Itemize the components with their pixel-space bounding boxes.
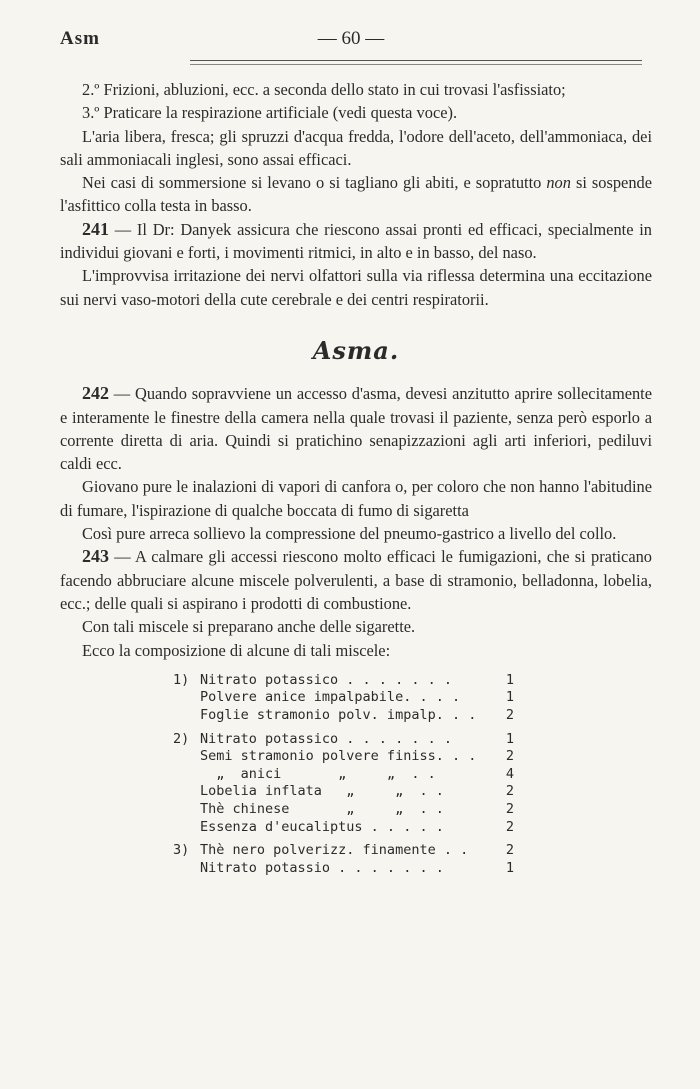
recipe-row xyxy=(60,860,652,878)
ingredient-quantity: 2 xyxy=(505,800,514,817)
page-body xyxy=(60,78,652,883)
ingredient-name: Polvere anice impalpabile. . . . xyxy=(200,689,461,706)
paragraph-number: 243 xyxy=(82,546,109,567)
recipe-group xyxy=(60,672,652,725)
numbered-paragraph-243: 243 — A calmare gli accessi riescono molto efficaci le fumigazioni, che si praticano facendo abbruciare alcune miscele polverulenti, a base di stramonio, belladonna, lobelia, ecc.; delle quali si aspirano i prodotti di combustione. xyxy=(60,546,652,613)
paragraph: Così pure arreca sollievo la compressione del pneumo-gastrico a livello del collo. xyxy=(82,524,617,544)
recipe-number: 1) xyxy=(173,671,190,688)
recipe-row xyxy=(60,766,652,784)
recipe-group xyxy=(60,842,652,877)
recipe-number: 2) xyxy=(173,730,190,747)
recipe-row xyxy=(60,707,652,725)
ingredient-name: Nitrato potassico . . . . . . . xyxy=(200,730,452,747)
section-marker: Asm xyxy=(60,28,100,49)
recipe-row xyxy=(60,783,652,801)
running-head xyxy=(60,28,642,52)
page-number: — 60 — xyxy=(317,28,385,49)
ingredient-name: „ anici „ „ . . xyxy=(200,765,436,782)
paragraph: L'improvvisa irritazione dei nervi olfattori sulla via riflessa determina una eccitazione sui nervi vaso-motori della cute cerebrale e dei centri respiratorii. xyxy=(60,266,652,309)
paragraph: Con tali miscele si preparano anche delle sigarette. xyxy=(82,617,416,637)
header-rule-secondary xyxy=(190,64,642,65)
recipe-number: 3) xyxy=(173,842,190,859)
ingredient-quantity: 2 xyxy=(505,748,514,765)
paragraph: Ecco la composizione di alcune di tali miscele: xyxy=(82,640,391,660)
ingredient-name: Nitrato potassio . . . . . . . xyxy=(200,859,444,876)
ingredient-quantity: 1 xyxy=(505,859,514,876)
paragraph: 2.º Frizioni, abluzioni, ecc. a seconda dello stato in cui trovasi l'asfissiato; xyxy=(82,80,566,99)
paragraph: Nei casi di sommersione si levano o si tagliano gli abiti, e sopratutto non si sospende l'asfittico colla testa in basso. xyxy=(60,173,652,216)
ingredient-name: Foglie stramonio polv. impalp. . . xyxy=(200,707,477,724)
ingredient-quantity: 2 xyxy=(505,707,514,724)
recipe-row xyxy=(60,689,652,707)
recipe-row xyxy=(60,748,652,766)
ingredient-quantity: 2 xyxy=(505,783,514,800)
ingredient-name: Semi stramonio polvere finiss. . . xyxy=(200,748,477,765)
ingredient-name: Essenza d'eucaliptus . . . . . xyxy=(200,818,444,835)
recipe-group xyxy=(60,731,652,837)
section-title: Asma. xyxy=(312,335,400,365)
numbered-paragraph-241: 241 — Il Dr: Danyek assicura che riescono assai pronti ed efficaci, specialmente in individui giovani e forti, i movimenti ritmici, in alto e in basso, del naso. xyxy=(60,218,652,263)
paragraph: L'aria libera, fresca; gli spruzzi d'acqua fredda, l'odore dell'aceto, dell'ammoniaca, dei sali ammoniacali inglesi, sono assai efficaci. xyxy=(60,126,652,169)
ingredient-name: Lobelia inflata „ „ . . xyxy=(200,783,444,800)
recipe-list xyxy=(60,672,652,878)
ingredient-quantity: 1 xyxy=(505,689,514,706)
paragraph: 3.º Praticare la respirazione artificiale (vedi questa voce). xyxy=(82,103,458,123)
emphasis: non xyxy=(546,173,571,193)
ingredient-name: Nitrato potassico . . . . . . . xyxy=(200,671,452,688)
numbered-paragraph-242: 242 — Quando sopravviene un accesso d'asma, devesi anzitutto aprire sollecitamente e interamente le finestre della camera nella quale trovasi il paziente, senza però esporlo a corrente diretta di aria. Quindi si pratichino senapizzazioni agli arti inferiori, pediluvi caldi ecc. xyxy=(60,383,652,474)
paragraph-number: 241 xyxy=(82,218,109,239)
ingredient-quantity: 2 xyxy=(505,842,514,859)
ingredient-quantity: 1 xyxy=(505,730,514,747)
ingredient-name: Thè nero polverizz. finamente . . xyxy=(200,842,469,859)
paragraph-number: 242 xyxy=(82,383,109,404)
ingredient-quantity: 4 xyxy=(505,765,514,782)
recipe-row xyxy=(60,672,652,690)
recipe-row xyxy=(60,731,652,749)
header-rule xyxy=(190,60,642,61)
recipe-row xyxy=(60,819,652,837)
ingredient-quantity: 1 xyxy=(505,671,514,688)
recipe-row xyxy=(60,801,652,819)
recipe-row xyxy=(60,842,652,860)
ingredient-quantity: 2 xyxy=(505,818,514,835)
paragraph: Giovano pure le inalazioni di vapori di canfora o, per coloro che non hanno l'abitudine di fumare, l'ispirazione di qualche boccata di fumo di sigaretta xyxy=(60,477,652,520)
ingredient-name: Thè chinese „ „ . . xyxy=(200,800,444,817)
